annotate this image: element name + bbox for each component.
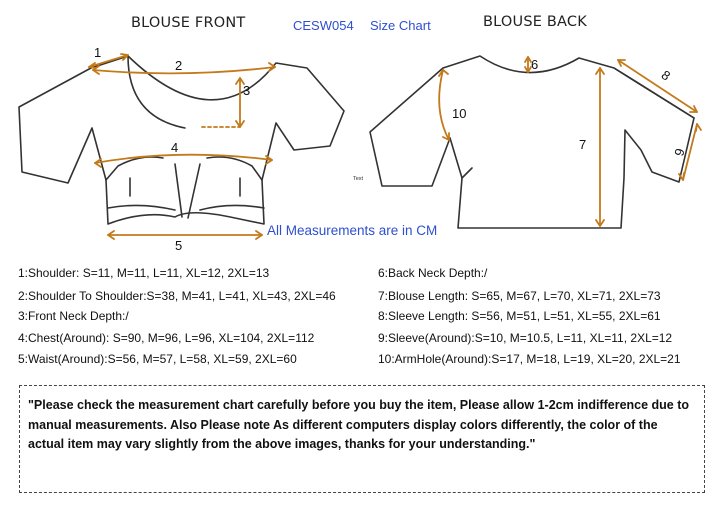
label-6: 6 bbox=[531, 57, 539, 72]
label-4: 4 bbox=[171, 140, 179, 155]
placeholder-text: Text bbox=[353, 176, 364, 182]
measurement-item: 4:Chest(Around): S=90, M=96, L=96, XL=104, 2XL=112 bbox=[18, 331, 315, 345]
measurement-item: 7:Blouse Length: S=65, M=67, L=70, XL=71, 2XL=73 bbox=[378, 289, 661, 303]
measurement-item: 3:Front Neck Depth:/ bbox=[18, 309, 129, 323]
measurement-item: 2:Shoulder To Shoulder:S=38, M=41, L=41, XL=43, 2XL=46 bbox=[18, 289, 336, 303]
label-2: 2 bbox=[175, 58, 183, 73]
front-blouse-outline bbox=[19, 56, 344, 224]
label-8: 8 bbox=[658, 67, 674, 84]
measurement-item: 6:Back Neck Depth:/ bbox=[378, 266, 488, 280]
measurement-item: 9:Sleeve(Around):S=10, M=10.5, L=11, XL=11, 2XL=12 bbox=[378, 331, 673, 345]
measurement-item: 1:Shoulder: S=11, M=11, L=11, XL=12, 2XL=13 bbox=[18, 266, 270, 280]
measurement-item: 10:ArmHole(Around):S=17, M=18, L=19, XL=20, 2XL=21 bbox=[378, 352, 681, 366]
label-5: 5 bbox=[175, 238, 183, 253]
label-7: 7 bbox=[579, 137, 587, 152]
label-10: 10 bbox=[452, 106, 467, 121]
product-code: CESW054 bbox=[293, 18, 354, 33]
measurement-item: 5:Waist(Around):S=56, M=57, L=58, XL=59, 2XL=60 bbox=[18, 352, 297, 366]
label-1: 1 bbox=[94, 45, 102, 60]
label-9: 9 bbox=[671, 146, 688, 158]
blouse-front-title: BLOUSE FRONT bbox=[131, 15, 246, 31]
units-note: All Measurements are in CM bbox=[267, 223, 438, 238]
size-chart-title: Size Chart bbox=[370, 18, 431, 33]
back-blouse-outline bbox=[370, 56, 694, 228]
label-3: 3 bbox=[243, 83, 251, 98]
blouse-back-title: BLOUSE BACK bbox=[483, 14, 587, 30]
disclaimer-box: "Please check the measurement chart carefully before you buy the item, Please allow 1-2cm indifference due to manual measurements. Also Please note As different computers display colors differently, the color of the actual item may vary slightly from the above images, thanks for your understanding." bbox=[19, 385, 705, 493]
measurement-item: 8:Sleeve Length: S=56, M=51, L=51, XL=55, 2XL=61 bbox=[378, 309, 661, 323]
